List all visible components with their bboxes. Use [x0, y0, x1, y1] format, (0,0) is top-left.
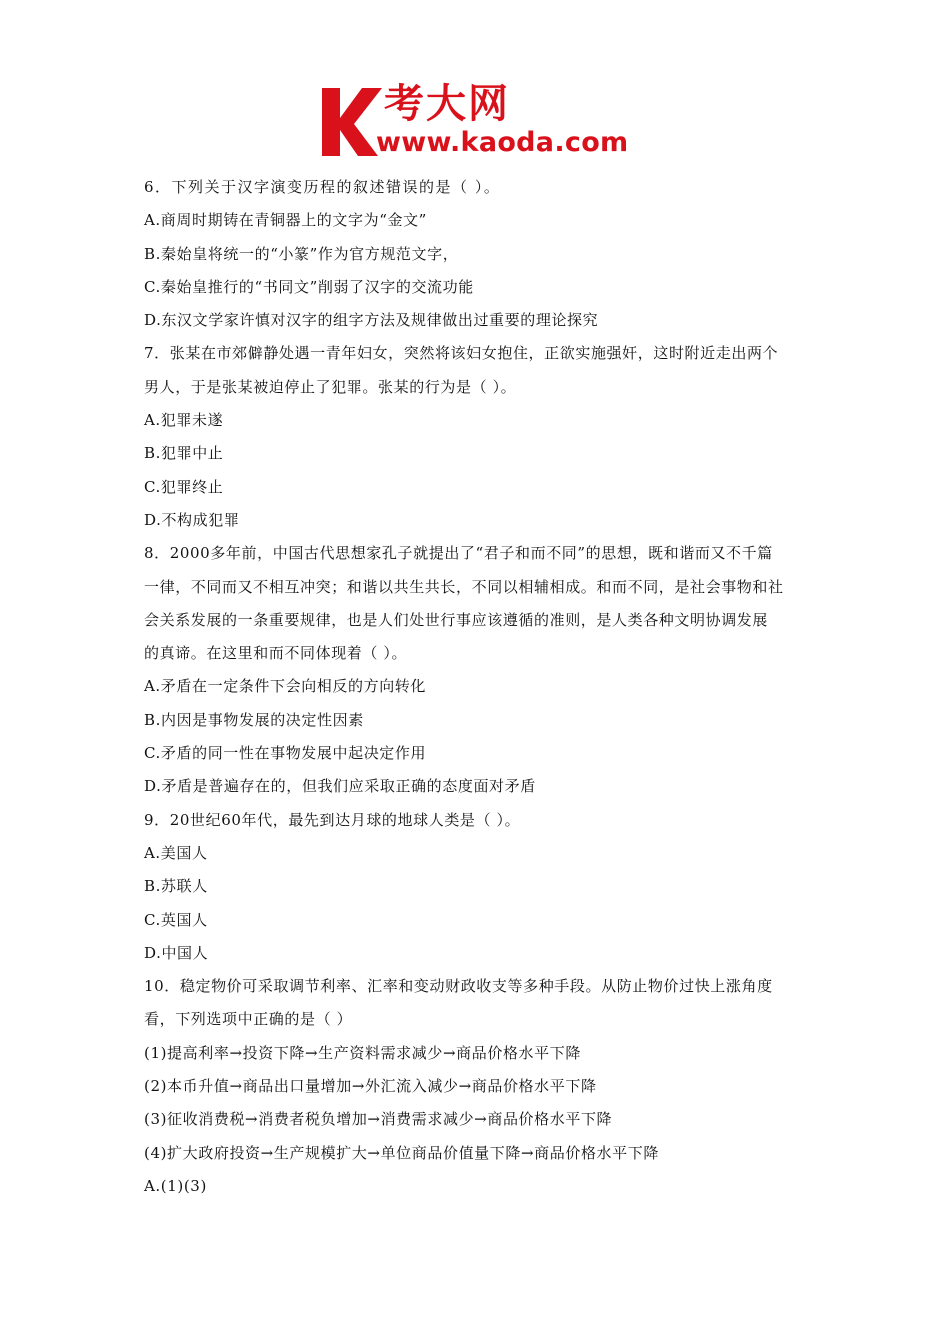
- answer-option: C.矛盾的同一性在事物发展中起决定作用: [144, 744, 427, 763]
- answer-option: (1)提高利率→投资下降→生产资料需求减少→商品价格水平下降: [144, 1043, 581, 1062]
- answer-option: D.矛盾是普遍存在的，但我们应采取正确的态度面对矛盾: [144, 777, 536, 796]
- answer-option: A.商周时期铸在青铜器上的文字为“金文”: [144, 211, 427, 230]
- question-7: [144, 337, 812, 537]
- answer-option: C.英国人: [144, 910, 208, 929]
- question-stem: 男人，于是张某被迫停止了犯罪。张某的行为是（ ）。: [144, 377, 517, 396]
- logo-url-text: www.kaoda.com: [376, 127, 629, 158]
- logo-brand-text: 考大网: [384, 81, 510, 127]
- answer-option: D.东汉文学家许慎对汉字的组字方法及规律做出过重要的理论探究: [144, 311, 599, 330]
- answer-option: A.犯罪未遂: [144, 411, 224, 430]
- kaoda-logo: [318, 80, 638, 162]
- question-stem: 10．稳定物价可采取调节利率、汇率和变动财政收支等多种手段。从防止物价过快上涨角度: [144, 977, 773, 996]
- answer-option: B.犯罪中止: [144, 444, 224, 463]
- answer-option: D.中国人: [144, 943, 209, 962]
- question-stem: 6．下列关于汉字演变历程的叙述错误的是（ ）。: [144, 178, 501, 196]
- question-stem: 会关系发展的一条重要规律，也是人们处世行事应该遵循的准则，是人类各种文明协调发展: [144, 610, 769, 629]
- question-list: [144, 171, 812, 1203]
- answer-option: B.秦始皇将统一的“小篆”作为官方规范文字，: [144, 244, 459, 263]
- question-stem: 8．2000多年前，中国古代思想家孔子就提出了“君子和而不同”的思想，既和谐而又不千篇: [144, 544, 773, 563]
- question-8: [144, 537, 812, 803]
- answer-option: A.美国人: [144, 843, 208, 862]
- answer-option: D.不构成犯罪: [144, 510, 240, 529]
- question-stem: 一律，不同而又不相互冲突；和谐以共生共长，不同以相辅相成。和而不同，是社会事物和社: [144, 577, 784, 596]
- answer-option: (3)征收消费税→消费者税负增加→消费需求减少→商品价格水平下降: [144, 1110, 613, 1129]
- question-9: [144, 804, 812, 970]
- answer-option: B.苏联人: [144, 877, 208, 896]
- answer-option: (4)扩大政府投资→生产规模扩大→单位商品价值量下降→商品价格水平下降: [144, 1143, 659, 1162]
- answer-option: B.内因是事物发展的决定性因素: [144, 710, 364, 729]
- question-stem: 看，下列选项中正确的是（ ）: [144, 1010, 353, 1029]
- question-6: [144, 171, 812, 337]
- answer-option: A.矛盾在一定条件下会向相反的方向转化: [144, 677, 427, 696]
- answer-option: (2)本币升值→商品出口量增加→外汇流入减少→商品价格水平下降: [144, 1077, 597, 1096]
- question-stem: 的真谛。在这里和而不同体现着（ ）。: [144, 644, 408, 663]
- answer-option: C.犯罪终止: [144, 477, 224, 496]
- answer-option: A.(1)(3): [144, 1176, 207, 1195]
- question-stem: 9．20世纪60年代，最先到达月球的地球人类是（ ）。: [144, 810, 521, 829]
- question-stem: 7．张某在市郊僻静处遇一青年妇女，突然将该妇女抱住，正欲实施强奸，这时附近走出两个: [144, 344, 779, 363]
- question-10: [144, 970, 812, 1203]
- answer-option: C.秦始皇推行的“书同文”削弱了汉字的交流功能: [144, 277, 474, 296]
